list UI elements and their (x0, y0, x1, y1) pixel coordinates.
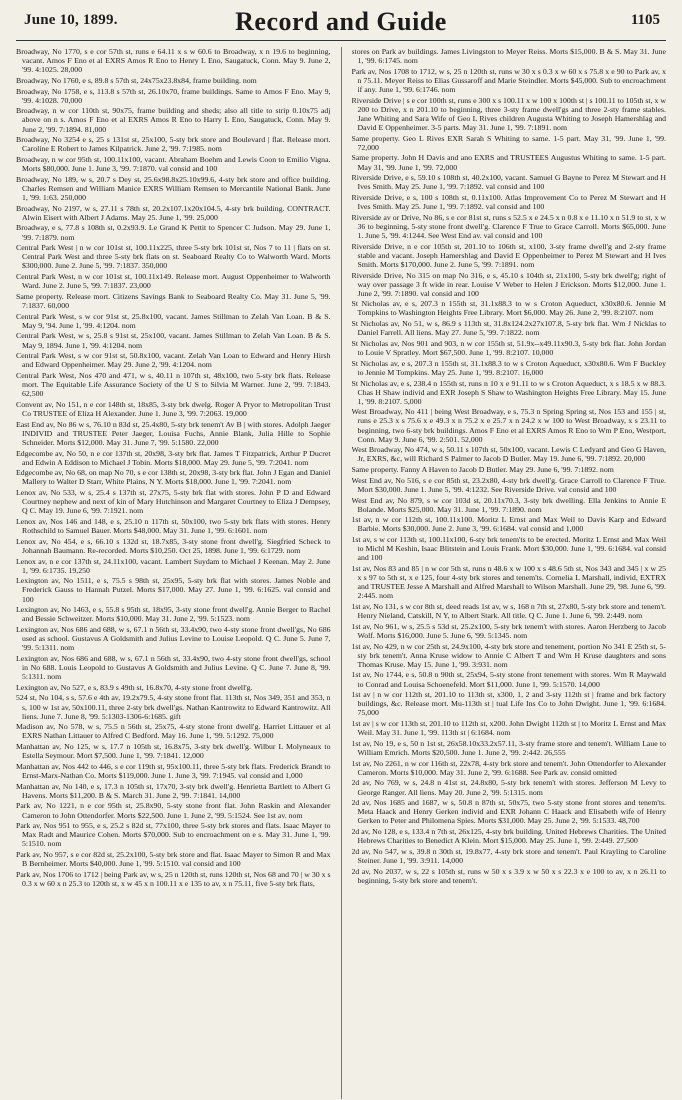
page-header (16, 6, 666, 41)
conveyance-entry: 2d av, No 2037, w s, 22 s 105th st, runs w 50 x s 3.9 x w 50 x s 22.3 x e 100 to av, x n 26.11 to beginning, 5-sty brk store and tenem't. (351, 866, 666, 885)
conveyance-entry: Lexington av, No 527, e s, 83.9 s 49th st, 16.8x70, 4-sty stone front dwell'g. (16, 682, 253, 692)
conveyance-entry: St Nicholas av, e s, 207.3 n 155th st, 31.1x88.3 to w s Croton Aqueduct, x30x80.6. Wm F Buckley to Jennie M Tompkins. May 25. June 1, '99. 8:2107. 16,000 (351, 358, 666, 377)
conveyance-entry: Central Park West, n w cor 101st st, 100.11x149. Release mort. August Oppenheimer to Walworth Ward. June 2. June 5, '99. 7:1837. 23,000 (16, 272, 331, 291)
conveyance-entry: Central Park West, s w cor 91st st, 25.8x100, vacant. James Stillman to Zelah Van Loan. B & S. May 9, '94. June 1, '99. 4:1204. nom (16, 311, 331, 330)
conveyance-entry: Manhattan av, No 140, e s, 17.3 n 105th st, 17x70, 3-sty brk dwell'g. Henrietta Bartlett to Albert G Havens. Morts $11,200. B & S. March 31. June 2, '99. 7:1841. 14,000 (16, 781, 331, 800)
conveyance-entry: 1st av, No 961, w s, 25.5 s 53d st, 25.2x100, 5-sty brk tenem't with stores. Aaron Herzberg to Jacob Wolf. Morts $16,000. June 5. June 6, '99. 5:1345. nom (351, 621, 666, 640)
conveyance-entry: 1st av, No 2261, n w cor 116th st, 22x78, 4-sty brk store and tenem't. John Ottendorfer to Alexander Cameron. Morts $10,000. May 31. June 2, '99. 6:1688. See Park av. consid omitted (351, 758, 666, 777)
conveyance-entry: Central Park West, w s, 25.8 s 91st st, 25x100, vacant. James Stillman to Zelah Van Loan. B & S. May 9, 1894. June 1, '99. 4:1204. nom (16, 331, 331, 350)
conveyance-entry: 1st av, Nos 83 and 85 | n w cor 5th st, runs n 48.6 x w 100 x s 48.6 5th st, Nos 343 and 345 | x w 25 x s 97 to 5th st, x e 125, four 4-sty brk stores and tenem'ts. Cornelia L Marshall, individ, EXTRX and TRUSTEE Jesse A Marshall and Alfred Marshall to Wilson Marshall. June 29, '98. June 6, '99. 2:445. nom (351, 564, 666, 601)
conveyance-entry: 1st av | n w cor 112th st, 201.10 to 113th st, x300, 1, 2 and 3-sty 112th st | frame and brk factory buildings, &c. Release mort. Mu-113th st | tual Life Ins Co to John Dwight. June 1, '99. 6:1684. 75,000 (351, 690, 666, 718)
conveyance-entry: 524 st, No 104, s s, 57.6 e 4th av, 19.2x79.5, 4-sty stone front flat. 113th st, Nos 349, 351 and 353, n s, 100 w 1st av, 50x100.11, three 2-sty brk dwell'gs. Nathan Kantrowitz to Edward Kantrowitz. All liens. June 7. June 8, '99. 5:1303-1306-6:1685. gift (16, 693, 331, 721)
conveyance-entry: Central Park West | n w cor 101st st, 100.11x225, three 5-sty brk 101st st, Nos 7 to 11 | flats on st. Central Park West and three 5-sty brk flats on st. Seaboard Realty Co to Walworth Ward. Morts $300,000. June 2. June 5, '99. 7:1837. 350,000 (16, 243, 331, 271)
conveyance-entry: 1st av, No 19, e s, 50 n 1st st, 26x58.10x33.2x57.11, 3-sty frame store and tenem't. William Laue to William Emrich. Morts $20,500. June 1. June 2, '99. 2:442. 26,555 (351, 738, 666, 757)
conveyance-entry: Park av, Nos 1706 to 1712 | being Park av, w s, 25 n 120th st, runs 120th st, Nos 68 and 70 | w 30 x s 0.3 x w 60 x n 25.3 to 120th st, x w 45 x n 100.11 x e 135 to av, x n 75.11, five 5-sty brk flats, (16, 869, 331, 888)
conveyance-entry: Lexington av, Nos 686 and 688, w s, 67.1 n 56th st, 33.4x90, two 4-sty stone front dwell'gs, No 686 used as school. Gustavus A Goldsmith and Julius Levine to Louise Leopold. Q C. June 5. June 7, '99. 5:1311. nom (16, 624, 331, 653)
conveyance-entry: Broadway, No 1770, s e cor 57th st, runs e 64.11 x s w 60.6 to Broadway, x n 19.6 to beginning, vacant. Amos F Eno et al EXRS Amos R Eno to Henry L Eno, Saugatuck, Conn. May 9. June 2, '99. 4:1025. 28,000 (16, 47, 331, 75)
conveyance-entry: St Nicholas av, No 51, w s, 86.9 s 113th st, 31.8x124.2x27x107.8, 5-sty brk flat. Wm J Nicklas to Daniel Farrell. All liens. May 27. June 5, '99. 7:1822. nom (351, 319, 666, 338)
conveyance-entry: 1st av, s w cor 113th st, 100.11x100, 6-sty brk tenem'ts to be erected. Moritz L Ernst and Max Weil to Michl M Keshin, Isaac Blitstein and Louis Frank. Mort $30,000. June 1, '99. 6:1684. val consid and 100 (351, 535, 666, 563)
conveyance-entry: 1st av, n w cor 112th st, 100.11x100. Moritz L Ernst and Max Weil to Davis Karp and Edward Barbie. Morts $30,000. June 2. June 3, '99. 6:1684. val consid and 1,000 (351, 515, 666, 534)
conveyance-entry: Central Park West, Nos 470 and 471, w s, 40.11 n 107th st, 48x100, two 5-sty brk flats. Release mort. The Equitable Life Assurance Society of the U S to Silvia M Warner. June 2, '99. 7:1843. 62,500 (16, 371, 331, 399)
conveyance-entry: Manhattan av, Nos 442 to 446, s e cor 119th st, 95x100.11, three 5-sty brk flats. Frederick Brandt to Ernst-Marx-Nathan Co. Morts $119,000. June 1. June 3, '99. 7:1945. val consid and 1,000 (16, 761, 331, 780)
conveyance-entry: Lexington av, No 1463, e s, 55.8 s 95th st, 18x95, 3-sty stone front dwell'g. Annie Berger to Rachel and Bessie Schweitzer. Morts $10,000. May 31. June 2, '99. 5:1523. nom (16, 605, 331, 624)
conveyance-entry: 1st av | s w cor 113th st, 201.10 to 112th st, x200. John Dwight 112th st | to Moritz L Ernst and Max Weil. May 31. June 1, '99. 113th st | 6:1684. nom (351, 719, 666, 738)
column-divider (341, 47, 342, 1099)
conveyance-entry: Lenox av, No 533, w s, 25.4 s 137th st, 27x75, 5-sty brk flat with stores. John P D and Edward Courtney nephew and next of kin of Mary Hutchinson and Margaret Courtney to Eliza J Dempsey, Q C. May 19. June 6, '99. 7:1921. nom (16, 488, 331, 516)
right-column (352, 47, 667, 1099)
conveyance-entry: 1st av, No 131, s w cor 8th st, deed reads 1st av, w s, 168 n 7th st, 27x80, 5-sty brk store and tenem't. Henry Nieland, Catskill, N Y, to Albert Stark. All title. Q C. June 1. June 6, '99. 2:449. nom (351, 602, 666, 621)
conveyance-entry: St Nicholas av, Nos 901 and 903, n w cor 155th st, 51.9x--x49.11x90.3, 5-sty brk flat. John Jordan to Louie V Spratley. Mort $67,500. June 1, '99. 8:2107. 10,000 (351, 338, 666, 358)
conveyance-entry: stores on Park av buildings. James Livingston to Meyer Reiss. Morts $15,000. B & S. May 31. June 1, '99. 6:1745. nom (351, 47, 666, 66)
conveyance-entry: Lenox av, Nos 146 and 148, e s, 25.10 n 117th st, 50x100, two 5-sty brk flats with stores. Henry Rothschild to Samuel Bauer. Morts $48,000. May 31. June 1, '99. 6:1601. nom (16, 516, 331, 536)
conveyance-entry: Edgecombe av, No 68, on map No 70, s e cor 138th st, 20x98, 3-sty brk flat. John J Egan and Daniel Mallery to Walter D Starr, White Plains, N Y. Morts $18,000. June 1, '99. 7:2041. nom (16, 468, 331, 487)
conveyance-entry: Madison av, No 578, w s, 75.5 n 56th st, 25x75, 4-sty stone front dwell'g. Harriet Littauer et al EXRS Nathan Littauer to Alfred C Bedford. May 16. June 1, '99. 5:1292. 75,000 (16, 722, 331, 741)
conveyance-entry: Lenox av, No 454, e s, 66.10 s 132d st, 18.7x85, 3-sty stone front dwell'g. Siegfried Scheck to Johannah Baumann. Re-recorded. Morts $10,250. Oct 25, 1898. June 1, '99. 6:1729. nom (16, 536, 331, 555)
conveyance-entry: Broadway, No 1760, e s, 89.8 s 57th st, 24x75x23.8x84, frame building. nom (16, 75, 257, 85)
conveyance-entry: West End av, No 516, s e cor 85th st, 23.2x80, 4-sty brk dwell'g. Grace Carroll to Clarence F True. Mort $30,000. June 1. June 5, '99. 4:1232. See Riverside Drive. val consid and 100 (351, 475, 666, 494)
conveyance-entry: Same property. Geo L Rives EXR Sarah S Whiting to same. 1-5 part. May 31, '99. June 1, '99. 72,000 (351, 133, 666, 152)
issue-date: June 10, 1899. (24, 12, 118, 28)
page-number: 1105 (630, 12, 660, 28)
conveyance-entry: Park av, No 1221, n e cor 95th st, 25.8x90, 5-sty stone front flat. John Raskin and Alexander Cameron to John Ottendorfer. Morts $22,500. June 1. June 2, '99. 5:1524. See 1st av. nom (16, 801, 331, 820)
conveyance-entry: Park av, Nos 1708 to 1712, w s, 25 n 120th st, runs w 30 x s 0.3 x w 60 x s 75.8 x e 90 to Park av, x n 75.11. Meyer Reiss to Elias Gussaroff and Marie Steindler. Morts $45,000. Sub to encroachment if any. June 1, '99. 6:1746. nom (351, 66, 666, 94)
conveyance-entry: 2d av, Nos 1685 and 1687, w s, 50.8 n 87th st, 50x75, two 5-sty stone front stores and tenem'ts. Meta Haack and Henry Gerken individ and EXR Johann C Haack and Elisabeth wife of Henry Gerken to Peter and Philomena Spies. Morts $31,000. May 25. June 2, '99. 5:1533. 48,700 (351, 798, 666, 826)
conveyance-entry: Lexington av, No 1511, e s, 75.5 s 98th st, 25x95, 5-sty brk flat with stores. James Noble and Frederick Gauss to Hannah Putzel. Morts $17,000. May 27. June 1, '99. 6:1625. val consid and 100 (16, 576, 331, 604)
conveyance-entry: Edgecombe av, No 50, n e cor 137th st, 20x98, 3-sty brk flat. James T Fitzpatrick, Arthur P Ducret and Edwin A Eddison to Michael J Tobin. Morts $18,000. May 29. June 5, '99. 7:2041. nom (16, 448, 331, 467)
left-column (16, 47, 331, 1099)
conveyance-entry: St Nicholas av, e s, 207.3 n 155th st, 31.1x88.3 to w s Croton Aqueduct, x30x80.6. Jennie M Tompkins to Washington Heights Free Library. Mort $6,000. May 26. June 2, '99. 8:2107. nom (351, 299, 666, 318)
conveyance-entry: Riverside Drive, No 315 on map No 316, e s, 45.10 s 104th st, 21x100, 5-sty brk dwell'g; right of way over passage 3 ft wide in rear. Louise V Weber to Helen J Erickson. Morts $12,000. June 1. June 2, '99. 7:1890. val consid and 100 (351, 270, 666, 298)
conveyance-entry: Broadway, No 3254 e s, 25 s 131st st, 25x100, 5-sty brk store and Boulevard | flat. Release mort. Caroline E Robert to James Kilpatrick. June 2, '99. 7:1985. nom (16, 135, 331, 154)
conveyance-entry: West Broadway, No 411 | being West Broadway, e s, 75.3 n Spring Spring st, Nos 153 and 155 | st, runs e 25.3 x s 75.6 x e 49.3 x n 75.2 x e 25.7 x n 24.2 x w 100 to West Broadway, x s 23.11 to beginning, two 6-sty brk buildings. Amos F Eno et al EXRS Amos R Eno to Wm P Eno, Westport, Conn. May 9. June 6, '99. 2:501. 52,000 (351, 407, 666, 444)
conveyance-entry: Riverside av or Drive, No 86, s e cor 81st st, runs s 52.5 x e 24.5 x n 0.8 x e 11.10 x n 51.9 to st, x w 36 to beginning, 5-sty stone front dwell'g. Clarence F True to Grace Carroll. Morts $65,000. June 1. June 5, '99. 4:1244. See West End av. val consid and 100 (351, 212, 666, 240)
conveyance-entry: East End av, No 86 w s, 76.10 n 83d st, 25.4x80, 5-sty brk tenem't Av B | with stores. Adolph Jaeger INDIVID and TRUSTEE Peter Jaeger, Louisa Fuchs, Annie Blank, Julia Hille to Sophie Schneider. Morts $12,000. May 31. June 7, '99. 5:1580. 22,000 (16, 419, 331, 447)
conveyance-entry: Lenox av, n e cor 137th st, 24.11x100, vacant. Lambert Suydam to Michael J Keenan. May 2. June 1, '99. 6:1735. 19,250 (16, 556, 331, 575)
conveyance-entry: St Nicholas av, e s, 238.4 n 155th st, runs n 10 x e 91.11 to w s Croton Aqueduct, x s 18.5 x w 88.3. Chas H Shaw individ and EXR Joseph S Shaw to Washington Heights Free Library. May 15. June 1, '99. 8:2107. 5,000 (351, 378, 666, 406)
publication-title: Record and Guide (235, 7, 447, 36)
conveyance-entry: 2d av, No 547, w s, 39.8 n 30th st, 19.8x77, 4-sty brk store and tenem't. Paul Krayling to Caroline Steiner. June 1, '99. 3:911. 14,000 (351, 846, 666, 865)
conveyance-entry: Broadway, n w cor 95th st, 100.11x100, vacant. Abraham Boehm and Lewis Coon to Emilio Vigna. Morts $80,000. June 1. June 3, '99. 7:1870. val consid and 100 (16, 155, 331, 174)
conveyance-entry: Convent av, No 151, n e cor 148th st, 18x85, 3-sty brk dwelg. Roger A Pryor to Metropolitan Trust Co TRUSTEE of Eliza H Alexander. June 1. June 3, '99. 7:2063. 19,000 (16, 399, 331, 418)
conveyance-entry: Park av, Nos 951 to 955, e s, 25.2 s 82d st, 77x100, three 5-sty brk stores and flats. Isaac Mayer to Max Radt and Maurice Cohen. Morts $70,000. Sub to encroachment on e s. May 31. June 1, '99. 5:1510. nom (16, 821, 331, 849)
conveyance-entry: Riverside Drive | s e cor 100th st, runs e 300 x s 100.11 x w 100 x 100th st | s 100.11 to 105th st, x w 200 to Drive, x n 201.10 to beginning, three 3-sty frame dwell'gs and three 2-sty frame stables. Jane Whiting and Sara Wife of Geo L Rives children Augusta Whiting to Joseph Hamershlag and David E Oppenheimer. 3-5 parts. May 31. June 1, '99. 7:1891. nom (351, 95, 666, 132)
conveyance-entry: Broadway, No 1758, e s, 113.8 s 57th st, 26.10x70, frame buildings. Same to Amos F Eno. May 9, '99. 4:1028. 70,000 (16, 86, 331, 105)
conveyance-entry: Lexington av, Nos 686 and 688, w s, 67.1 n 56th st, 33.4x90, two 4-sty stone front dwell'gs, school in No 688. Louis Leopold to Gustavus A Goldsmith and Julius Levine. Q C. June 7. June 8, '99. 5:1311. nom (16, 653, 331, 682)
conveyance-entry: Broadway, No 2197, w s, 27.11 s 78th st, 20.2x107.1x20x104.5, 4-sty brk building. CONTRACT. Alwin Eisert with Albert J Adams. May 25. June 1, '99. 25,000 (16, 203, 331, 222)
conveyance-entry: West End av, No 879, s w cor 103d st, 20.11x70.3, 3-sty brk dwelling. Ella Jenkins to Annie E Bolande. Morts $25,000. May 31. June 1, '99. 7:1890. nom (351, 495, 666, 514)
conveyance-entry: 1st av, No 1744, e s, 50.8 n 90th st, 25x94, 5-sty stone front tenement with stores. Wm R Maywald to Conrad and Louisa Schoenefeld. Mort $11,000. June 1, '99. 5:1570. 14,000 (351, 670, 666, 689)
conveyance-entry: Central Park West, s w cor 91st st, 50.8x100, vacant. Zelah Van Loan to Edward and Henry Hirsh and Edward Oppenheimer. May 29. June 2, '99. 4:1204. nom (16, 351, 331, 370)
conveyance-entry: West Broadway, No 474, w s, 50.11 s 107th st, 50x100, vacant. Lewis C Ledyard and Geo G Haven, Jr, EXRS, &c, will Richard S Palmer to Jacob D Butler. May 19. June 6, '99. 7:1892. 20,000 (351, 445, 666, 464)
conveyance-entry: 1st av, No 429, n w cor 25th st, 24.9x100, 4-sty brk store and tenement, portion No 341 E 25th st, 5-sty brk tenem't. Anna Kruse widow to Annie C Albert T and Wm H Kruse daughters and sons Thomas Kruse. May 15. June 1, '99. 3:931. nom (351, 641, 666, 669)
conveyance-entry: Park av, No 957, s e cor 82d st, 25.2x100, 5-sty brk store and flat. Isaac Mayer to Simon R and Max B Bernheimer. Morts $40,000. June 1, '99. 5:1510. val consid and 100 (16, 850, 331, 869)
conveyance-entry: Same property. Release mort. Citizens Savings Bank to Seaboard Realty Co. May 31. June 5, '99. 7:1837. 60,000 (16, 291, 331, 310)
conveyance-entry: Broadway, e s, 77.8 s 108th st, 0.2x93.9. Le Grand K Pettit to Spencer C Judson. May 29. June 1, '99. 7:1879. nom (16, 223, 331, 242)
conveyance-entry: Riverside Drive, e s, 59.10 s 108th st, 40.2x100, vacant. Samuel G Bayne to Perez M Stewart and H Ives Smith. May 25. June 1, '99. 7:1892. val consid and 100 (351, 173, 666, 192)
text-columns (16, 41, 666, 1099)
conveyance-entry: Riverside Drive, n e cor 105th st, 201.10 to 106th st, x100, 3-sty frame dwell'g and 2-sty frame stable and vacant. Joseph Hamershlag and David E Oppenheimer to Perez M Stewart and H Ives Smith. Morts $170,000. June 2. June 5, '99. 7:1891. nom (351, 241, 666, 269)
conveyance-entry: Same property. John H Davis and ano EXRS and TRUSTEES Augustus Whiting to same. 1-5 part. May 31, '99. June 1, '99. 72,000 (351, 153, 666, 172)
conveyance-entry: Same property. Fanny A Haven to Jacob D Butler. May 29. June 6, '99. 7:1892. nom (351, 465, 614, 475)
conveyance-entry: 2d av, No 128, e s, 133.4 n 7th st, 26x125, 4-sty brk building. United Hebrews Charities. The United Hebrews Charities to Benedict A Klein. Mort $15,000. May 25. June 1, '99. 2:449. 27,500 (351, 827, 666, 846)
conveyance-entry: Manhattan av, No 125, w s, 17.7 n 105th st, 16.8x75, 3-sty brk dwell'g. Wilbur L Molyneaux to Estella Seymour. Mort $7,500. June 1, '99. 7:1841. 12,000 (16, 742, 331, 761)
conveyance-entry: 2d av, No 769, w s, 24.8 n 41st st, 24.8x80, 5-sty brk tenem't with stores. Jefferson M Levy to George Ranger. All liens. May 20. June 2, '99. 5:1315. nom (351, 778, 666, 797)
conveyance-entry: Broadway, n w cor 110th st, 90x75, frame building and sheds; also all title to strip 0.10x75 adj above on n s. Amos F Eno et al EXRS Amos R Eno to Harry L Eno, Saugatuck, Conn. May 9. June 2, '99. 7:1894. 81,000 (16, 106, 331, 134)
conveyance-entry: Riverside Drive, e s, 100 s 108th st, 0.11x100. Atlas Improvement Co to Perez M Stewart and H Ives Smith. May 25. June 1, '99. 7:1892. val consid and 100 (351, 192, 666, 212)
conveyance-entry: Broadway, No 189, w s, 20.7 s Dey st, 25.6x98.8x25.10x99.6, 4-sty brk store and office building. Charles Remsen and William Manice EXRS William Remsen to Mercantile National Bank. June 1, '99. 1:63. 250,000 (16, 174, 331, 202)
